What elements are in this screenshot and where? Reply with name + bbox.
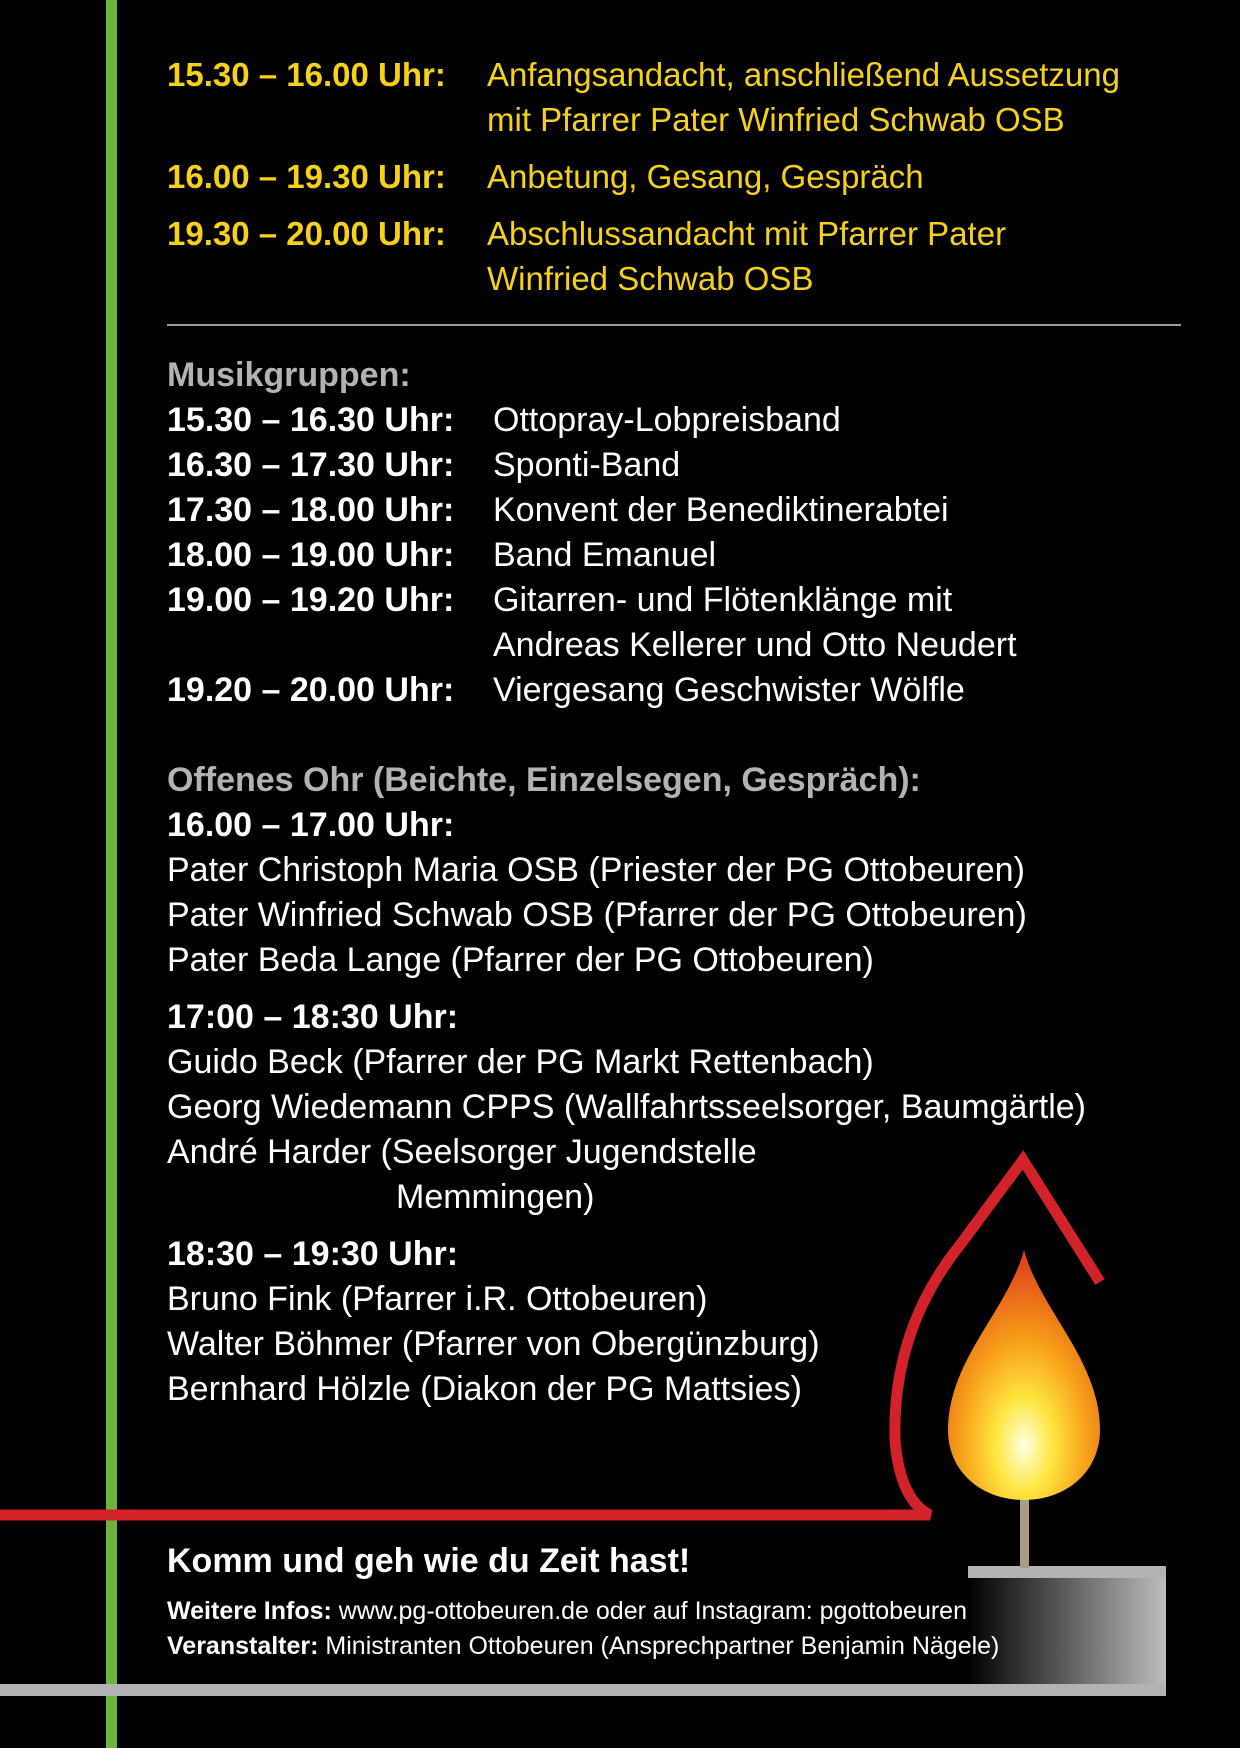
music-group: Sponti-Band [493,446,681,484]
music-time: 15.30 – 16.30 Uhr: [167,401,455,439]
ohr-time: 18:30 – 19:30 Uhr: [167,1235,459,1273]
schedule-time: 19.30 – 20.00 Uhr: [167,215,446,252]
schedule-time: 16.00 – 19.30 Uhr: [167,158,446,195]
music-row [167,398,841,443]
music-time: 19.20 – 20.00 Uhr: [167,671,455,709]
music-group: Band Emanuel [493,536,717,574]
music-group: Gitarren- und Flötenklänge mit [493,581,953,619]
ohr-person: Bruno Fink (Pfarrer i.R. Ottobeuren) [167,1280,708,1318]
schedule-time: 15.30 – 16.00 Uhr: [167,56,446,93]
music-heading: Musikgruppen: [167,356,411,394]
schedule-description: Abschlussandacht mit Pfarrer Pater [487,215,1007,252]
music-time: 16.30 – 17.30 Uhr: [167,446,455,484]
ohr-person: Pater Beda Lange (Pfarrer der PG Ottobeuren) [167,941,874,979]
ohr-person: Georg Wiedemann CPPS (Wallfahrtsseelsorger, Baumgärtle) [167,1088,1086,1126]
music-row [167,533,716,578]
schedule-description: Winfried Schwab OSB [487,260,814,297]
footer-info-text: www.pg-ottobeuren.de oder auf Instagram: pgottobeuren [331,1597,967,1625]
music-row [167,488,949,533]
footer-info [167,1597,967,1626]
music-row [167,578,1017,668]
footer-organizer-label: Veranstalter: [167,1632,319,1660]
grey-bottom-line [0,1684,1166,1696]
ohr-person: Pater Christoph Maria OSB (Priester der PG Ottobeuren) [167,851,1025,889]
footer-info-label: Weitere Infos: [167,1597,332,1625]
ohr-heading: Offenes Ohr (Beichte, Einzelsegen, Gespräch): [167,761,921,799]
footer-slogan: Komm und geh wie du Zeit hast! [167,1542,691,1580]
ohr-person: Pater Winfried Schwab OSB (Pfarrer der PG Ottobeuren) [167,896,1027,934]
music-group: Andreas Kellerer und Otto Neudert [493,626,1017,664]
ohr-person: Guido Beck (Pfarrer der PG Markt Rettenbach) [167,1043,874,1081]
ohr-person: Bernhard Hölzle (Diakon der PG Mattsies) [167,1370,802,1408]
music-time: 17.30 – 18.00 Uhr: [167,491,455,529]
music-group: Viergesang Geschwister Wölfle [493,671,965,709]
footer-organizer [167,1632,999,1661]
schedule-row [167,211,1006,301]
ohr-time: 16.00 – 17.00 Uhr: [167,806,455,844]
schedule-description: Anbetung, Gesang, Gespräch [487,158,924,195]
music-row [167,668,965,713]
ohr-person: Walter Böhmer (Pfarrer von Obergünzburg) [167,1325,820,1363]
schedule-description: mit Pfarrer Pater Winfried Schwab OSB [487,101,1065,138]
music-row [167,443,680,488]
divider [167,324,1181,326]
footer-organizer-text: Ministranten Ottobeuren (Ansprechpartner Benjamin Nägele) [318,1632,1000,1660]
music-group: Ottopray-Lobpreisband [493,401,841,439]
ohr-person: Memmingen) [396,1178,595,1216]
ohr-person: André Harder (Seelsorger Jugendstelle [167,1133,757,1171]
music-time: 18.00 – 19.00 Uhr: [167,536,455,574]
music-group: Konvent der Benediktinerabtei [493,491,949,529]
ohr-time: 17:00 – 18:30 Uhr: [167,998,459,1036]
schedule-description: Anfangsandacht, anschließend Aussetzung [487,56,1120,93]
music-time: 19.00 – 19.20 Uhr: [167,581,455,619]
schedule-row [167,52,1120,142]
schedule-row [167,154,924,199]
